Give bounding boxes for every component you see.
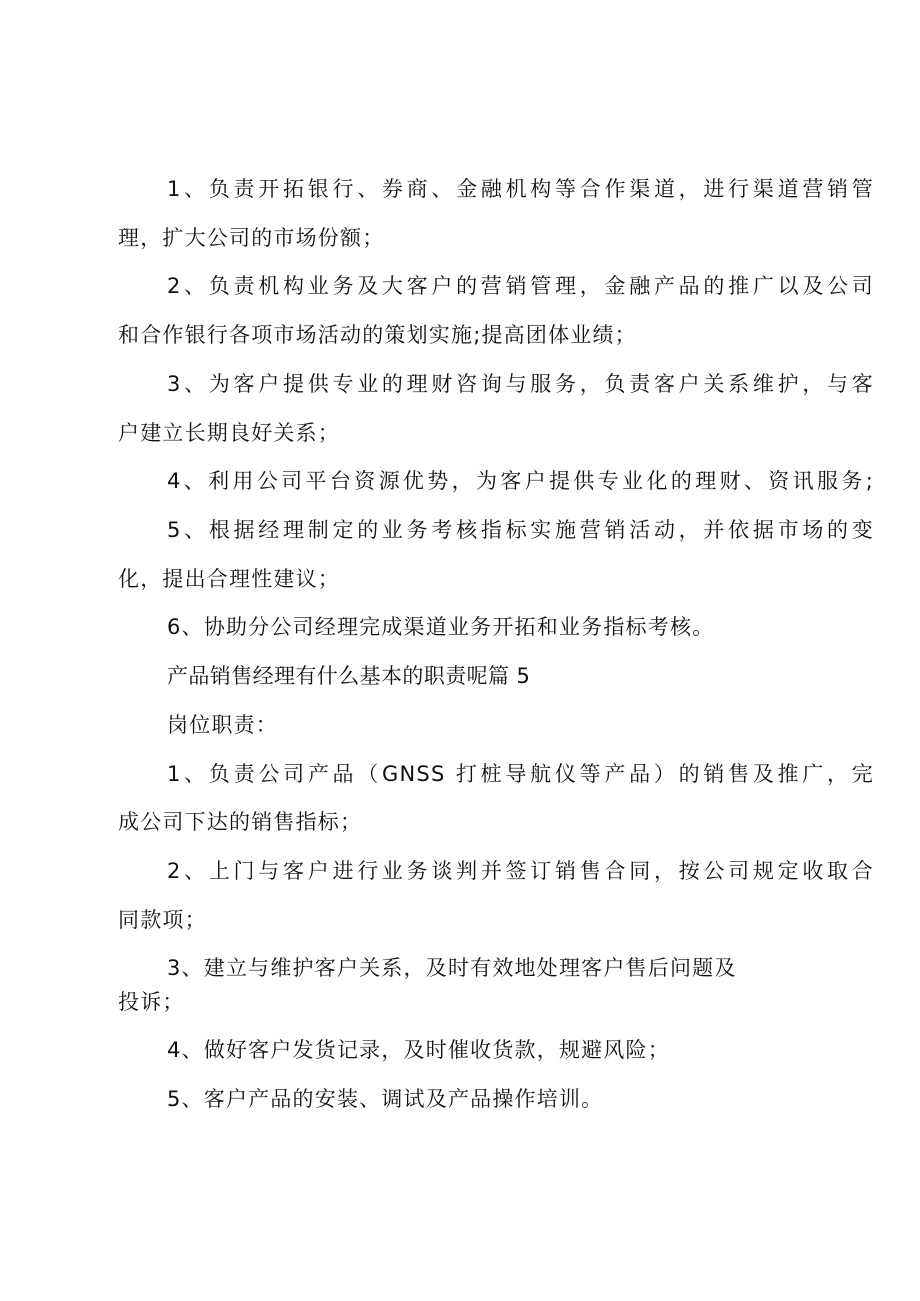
item-2-line-2: 和合作银行各项市场活动的策划实施;提高团体业绩； [118, 323, 637, 347]
item-5-line-1: 5、根据经理制定的业务考核指标实施营销活动，并依据市场的变 [167, 518, 874, 542]
item-2-line-1: 2、负责机构业务及大客户的营销管理，金融产品的推广以及公司 [167, 274, 874, 298]
section-heading: 产品销售经理有什么基本的职责呢篇 5 [167, 664, 531, 688]
duty-3-line-1: 3、建立与维护客户关系，及时有效地处理客户售后问题及 [167, 956, 737, 980]
item-3-line-1: 3、为客户提供专业的理财咨询与服务，负责客户关系维护，与客 [167, 372, 874, 396]
duty-1-line-2: 成公司下达的销售指标； [118, 810, 363, 834]
duty-3-line-2: 投诉； [118, 990, 185, 1014]
item-5-line-2: 化，提出合理性建议； [118, 567, 340, 591]
section-subheading: 岗位职责： [167, 713, 278, 737]
item-1-line-1: 1、负责开拓银行、券商、金融机构等合作渠道，进行渠道营销管 [167, 177, 874, 201]
item-3-line-2: 户建立长期良好关系； [118, 421, 340, 445]
duty-1-line-1: 1、负责公司产品（GNSS 打桩导航仪等产品）的销售及推广，完 [167, 762, 874, 786]
duty-5-line-1: 5、客户产品的安装、调试及产品操作培训。 [167, 1087, 604, 1111]
item-6-line-1: 6、协助分公司经理完成渠道业务开拓和业务指标考核。 [167, 615, 715, 639]
duty-2-line-1: 2、上门与客户进行业务谈判并签订销售合同，按公司规定收取合 [167, 859, 874, 883]
item-4-line-1: 4、利用公司平台资源优势，为客户提供专业化的理财、资讯服务; [167, 469, 874, 493]
duty-2-line-2: 同款项； [118, 908, 207, 932]
item-1-line-2: 理，扩大公司的市场份额； [118, 226, 385, 250]
duty-4-line-1: 4、做好客户发货记录，及时催收货款，规避风险； [167, 1038, 670, 1062]
